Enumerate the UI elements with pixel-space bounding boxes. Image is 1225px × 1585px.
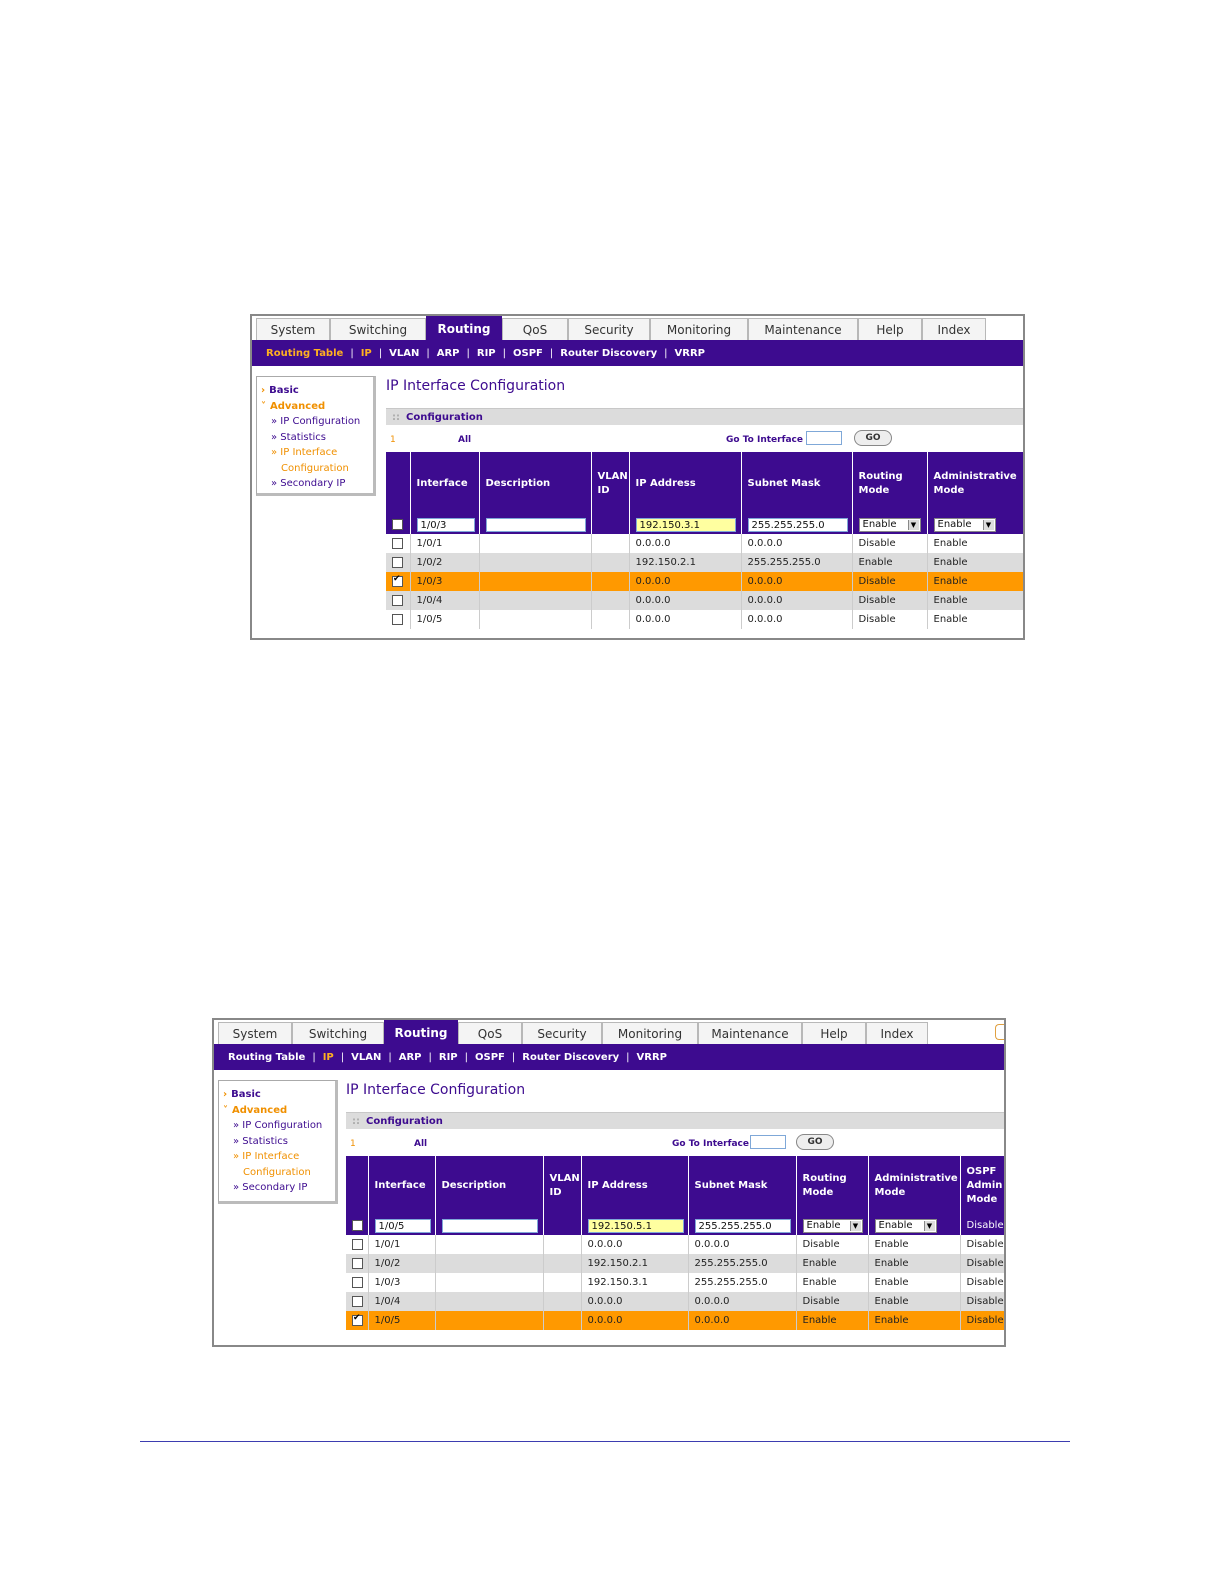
column-header-vlan-id: VLAN ID	[543, 1156, 581, 1216]
cell-description	[479, 572, 591, 591]
chevron-down-icon: ▼	[908, 520, 919, 530]
cell-routing: Enable	[852, 553, 927, 572]
cell-ospf: Disable	[960, 1235, 1006, 1254]
cell-interface: 1/0/2	[368, 1254, 435, 1273]
cell-admin: Enable	[927, 572, 1025, 591]
cell-routing: Disable	[796, 1292, 868, 1311]
main-tab-bar	[252, 316, 1023, 340]
subnav-ospf[interactable]: OSPF	[475, 1051, 505, 1063]
select-column-header	[346, 1156, 368, 1216]
row-checkbox[interactable]	[352, 1258, 363, 1269]
column-header-description: Description	[435, 1156, 543, 1216]
sidebar-item-ip-interface[interactable]: » IP Interface	[271, 447, 338, 458]
page-number[interactable]: 1	[350, 1139, 356, 1149]
admin-mode-select[interactable]: Enable ▼	[875, 1219, 937, 1233]
cell-admin: Enable	[868, 1311, 960, 1330]
cell-mask: 0.0.0.0	[741, 572, 852, 591]
table-row[interactable]	[346, 1292, 1006, 1311]
tab-switching[interactable]: Switching	[330, 318, 426, 340]
routing-mode-select[interactable]: Enable ▼	[859, 518, 921, 532]
goto-interface-input[interactable]	[806, 431, 842, 445]
table-row[interactable]	[346, 1254, 1006, 1273]
description-field[interactable]	[442, 1219, 538, 1233]
cell-admin: Enable	[927, 534, 1025, 553]
interface-field[interactable]: 1/0/5	[375, 1219, 431, 1233]
subnav-rip[interactable]: RIP	[438, 1051, 458, 1063]
tab-maintenance[interactable]: Maintenance	[698, 1022, 802, 1044]
table-row[interactable]	[386, 610, 1025, 629]
chevron-down-icon: ▼	[924, 1221, 935, 1231]
page-footer-divider	[140, 1441, 1070, 1442]
table-row-selected[interactable]	[386, 572, 1025, 591]
column-header-routing-mode: Routing Mode	[796, 1156, 868, 1216]
cell-admin: Enable	[868, 1292, 960, 1311]
column-header-ip-address: IP Address	[629, 452, 741, 515]
cell-routing: Disable	[852, 572, 927, 591]
cell-mask: 0.0.0.0	[688, 1311, 796, 1330]
cell-ip: 0.0.0.0	[581, 1292, 688, 1311]
ip-address-field[interactable]: 192.150.5.1	[588, 1219, 684, 1233]
row-checkbox[interactable]	[392, 614, 403, 625]
ip-interface-table	[346, 1156, 1006, 1330]
cell-ospf: Disable	[960, 1216, 1006, 1235]
cell-ospf: Disable	[960, 1311, 1006, 1330]
sidebar	[256, 376, 376, 496]
cell-ip: 0.0.0.0	[629, 591, 741, 610]
cell-interface: 1/0/1	[410, 534, 479, 553]
cell-description	[479, 610, 591, 629]
subnav-vlan[interactable]: VLAN	[389, 347, 420, 359]
cell-vlan	[543, 1254, 581, 1273]
column-header-administrative-mode: Administrative Mode	[927, 452, 1025, 515]
screenshot-bottom	[212, 1018, 1006, 1347]
chevron-down-icon: ˅	[223, 1104, 228, 1116]
cell-interface: 1/0/4	[410, 591, 479, 610]
sidebar-item-statistics[interactable]: » Statistics	[233, 1135, 289, 1147]
table-row[interactable]	[346, 1235, 1006, 1254]
cell-admin: Enable	[868, 1235, 960, 1254]
interface-field[interactable]: 1/0/3	[417, 518, 475, 532]
subnav-ip[interactable]: IP	[360, 347, 372, 359]
table-row[interactable]	[346, 1273, 1006, 1292]
tab-system[interactable]: System	[256, 318, 330, 340]
column-header-ip-address: IP Address	[581, 1156, 688, 1216]
cell-ip: 0.0.0.0	[629, 534, 741, 553]
cell-routing: Enable	[796, 1311, 868, 1330]
go-button[interactable]: GO	[796, 1134, 834, 1150]
cell-vlan	[591, 610, 629, 629]
sidebar	[218, 1080, 338, 1204]
cell-vlan	[543, 1311, 581, 1330]
admin-mode-select[interactable]: Enable ▼	[934, 518, 996, 532]
cell-interface: 1/0/1	[368, 1235, 435, 1254]
cell-ip: 192.150.3.1	[581, 1273, 688, 1292]
cell-vlan	[591, 591, 629, 610]
cell-description	[479, 591, 591, 610]
cell-vlan	[543, 1292, 581, 1311]
go-button[interactable]: GO	[854, 430, 892, 446]
cell-routing: Disable	[852, 534, 927, 553]
cell-vlan	[591, 553, 629, 572]
cell-routing: Enable	[796, 1254, 868, 1273]
description-field[interactable]	[486, 518, 586, 532]
main-tab-bar	[214, 1020, 1004, 1044]
logout-icon[interactable]	[995, 1024, 1004, 1040]
subnet-mask-field[interactable]: 255.255.255.0	[748, 518, 848, 532]
subnav-routing-table[interactable]: Routing Table	[228, 1051, 306, 1063]
cell-ip: 192.150.2.1	[629, 553, 741, 572]
subnav-arp[interactable]: ARP	[398, 1051, 422, 1063]
cell-mask: 0.0.0.0	[688, 1292, 796, 1311]
goto-interface-label: Go To Interface	[672, 1139, 749, 1149]
column-header-subnet-mask: Subnet Mask	[741, 452, 852, 515]
sidebar-basic[interactable]: › Basic	[223, 1089, 261, 1100]
select-column-header	[386, 452, 410, 515]
tab-help[interactable]: Help	[802, 1022, 866, 1044]
cell-mask: 255.255.255.0	[741, 553, 852, 572]
screenshot-top	[250, 314, 1025, 640]
cell-vlan	[543, 1235, 581, 1254]
goto-interface-input[interactable]	[750, 1135, 786, 1149]
table-toolbar	[386, 428, 1025, 452]
tab-qos[interactable]: QoS	[458, 1022, 522, 1044]
table-row[interactable]	[386, 534, 1025, 553]
subnet-mask-field[interactable]: 255.255.255.0	[695, 1219, 791, 1233]
cell-ip: 0.0.0.0	[581, 1235, 688, 1254]
cell-mask: 255.255.255.0	[688, 1273, 796, 1292]
cell-interface: 1/0/3	[410, 572, 479, 591]
tab-monitoring[interactable]: Monitoring	[602, 1022, 698, 1044]
sidebar-item-secondary-ip[interactable]: » Secondary IP	[271, 478, 346, 489]
column-header-subnet-mask: Subnet Mask	[688, 1156, 796, 1216]
subnav-rip[interactable]: RIP	[476, 347, 496, 359]
cell-interface: 1/0/3	[368, 1273, 435, 1292]
subnav-vrrp[interactable]: VRRP	[636, 1051, 668, 1063]
edit-row	[346, 1216, 1006, 1235]
goto-interface-label: Go To Interface	[726, 435, 803, 445]
page-title: IP Interface Configuration	[346, 1082, 526, 1098]
row-checkbox[interactable]	[392, 595, 403, 606]
column-header-interface: Interface	[410, 452, 479, 515]
cell-interface: 1/0/5	[410, 610, 479, 629]
row-checkbox[interactable]	[352, 1277, 363, 1288]
chevron-down-icon: ˅	[261, 400, 266, 412]
cell-description	[479, 534, 591, 553]
cell-ospf: Disable	[960, 1273, 1006, 1292]
subnav-arp[interactable]: ARP	[436, 347, 460, 359]
sidebar-advanced[interactable]: ˅ Advanced	[261, 400, 326, 412]
cell-description	[479, 553, 591, 572]
cell-admin: Enable	[927, 591, 1025, 610]
tab-security[interactable]: Security	[522, 1022, 602, 1044]
column-header-administrative-mode: Administrative Mode	[868, 1156, 960, 1216]
cell-description	[435, 1254, 543, 1273]
cell-interface: 1/0/5	[368, 1311, 435, 1330]
row-checkbox[interactable]	[352, 1239, 363, 1250]
tab-switching[interactable]: Switching	[292, 1022, 384, 1044]
cell-ospf: Disable	[960, 1254, 1006, 1273]
row-checkbox-checked[interactable]	[352, 1315, 363, 1326]
cell-ospf: Disable	[960, 1292, 1006, 1311]
cell-routing: Disable	[796, 1235, 868, 1254]
sidebar-item-ip-configuration[interactable]: » IP Configuration	[233, 1120, 323, 1131]
edit-row	[386, 515, 1025, 534]
table-row-selected[interactable]	[346, 1311, 1006, 1330]
tab-security[interactable]: Security	[568, 318, 650, 340]
cell-vlan	[543, 1273, 581, 1292]
cell-ip: 0.0.0.0	[581, 1311, 688, 1330]
cell-ip: 0.0.0.0	[629, 572, 741, 591]
cell-admin: Enable	[927, 610, 1025, 629]
routing-subnav: Routing Table | IP | VLAN | ARP | RIP | OSPF | Router Discovery | VRRP	[214, 1044, 1004, 1070]
column-header-description: Description	[479, 452, 591, 515]
section-header: :: Configuration	[346, 1112, 1006, 1129]
cell-interface: 1/0/4	[368, 1292, 435, 1311]
cell-mask: 0.0.0.0	[741, 534, 852, 553]
subnav-vrrp[interactable]: VRRP	[674, 347, 706, 359]
tab-maintenance[interactable]: Maintenance	[748, 318, 858, 340]
table-row[interactable]	[386, 553, 1025, 572]
ip-address-field[interactable]: 192.150.3.1	[636, 518, 736, 532]
tab-qos[interactable]: QoS	[502, 318, 568, 340]
tab-index[interactable]: Index	[866, 1022, 928, 1044]
subnav-ospf[interactable]: OSPF	[513, 347, 543, 359]
section-header: :: Configuration	[386, 408, 1025, 425]
row-checkbox-checked[interactable]	[392, 576, 403, 587]
subnav-vlan[interactable]: VLAN	[351, 1051, 382, 1063]
row-checkbox[interactable]	[392, 538, 403, 549]
edit-row-checkbox[interactable]	[392, 519, 403, 530]
cell-mask: 255.255.255.0	[688, 1254, 796, 1273]
row-checkbox[interactable]	[392, 557, 403, 568]
tab-routing[interactable]: Routing	[384, 1020, 458, 1044]
subnav-ip[interactable]: IP	[322, 1051, 334, 1063]
show-all-link[interactable]: All	[414, 1139, 428, 1149]
tab-index[interactable]: Index	[922, 318, 986, 340]
cell-ip: 0.0.0.0	[629, 610, 741, 629]
page-title: IP Interface Configuration	[386, 378, 566, 394]
chevron-down-icon: ▼	[983, 520, 994, 530]
column-header-interface: Interface	[368, 1156, 435, 1216]
subnav-routing-table[interactable]: Routing Table	[266, 347, 344, 359]
sidebar-advanced[interactable]: ˅ Advanced	[223, 1104, 288, 1116]
ip-interface-table	[386, 452, 1025, 629]
sidebar-item-statistics[interactable]: » Statistics	[271, 431, 327, 443]
cell-description	[435, 1273, 543, 1292]
tab-system[interactable]: System	[218, 1022, 292, 1044]
table-row[interactable]	[386, 591, 1025, 610]
cell-admin: Enable	[868, 1254, 960, 1273]
cell-mask: 0.0.0.0	[741, 610, 852, 629]
tab-help[interactable]: Help	[858, 318, 922, 340]
tab-monitoring[interactable]: Monitoring	[650, 318, 748, 340]
sidebar-item-ip-interface-configuration[interactable]: Configuration	[281, 462, 349, 474]
cell-mask: 0.0.0.0	[741, 591, 852, 610]
sidebar-item-ip-configuration[interactable]: » IP Configuration	[271, 416, 361, 427]
show-all-link[interactable]: All	[458, 435, 472, 445]
column-header-ospf-admin-mode: OSPF Admin Mode	[960, 1156, 1006, 1216]
subnav-router-discovery[interactable]: Router Discovery	[522, 1051, 620, 1063]
edit-row-checkbox[interactable]	[352, 1220, 363, 1231]
cell-description	[435, 1311, 543, 1330]
cell-vlan	[591, 572, 629, 591]
sidebar-item-ip-interface-configuration[interactable]: Configuration	[243, 1166, 311, 1178]
cell-description	[435, 1292, 543, 1311]
cell-vlan	[591, 534, 629, 553]
chevron-right-icon: ›	[261, 385, 266, 396]
subnav-router-discovery[interactable]: Router Discovery	[560, 347, 658, 359]
row-checkbox[interactable]	[352, 1296, 363, 1307]
cell-interface: 1/0/2	[410, 553, 479, 572]
cell-routing: Disable	[852, 591, 927, 610]
tab-routing[interactable]: Routing	[426, 316, 502, 340]
page-number[interactable]: 1	[390, 435, 396, 445]
sidebar-item-secondary-ip[interactable]: » Secondary IP	[233, 1182, 308, 1193]
sidebar-basic[interactable]: › Basic	[261, 385, 299, 396]
sidebar-item-ip-interface[interactable]: » IP Interface	[233, 1151, 300, 1162]
column-header-routing-mode: Routing Mode	[852, 452, 927, 515]
column-header-vlan-id: VLAN ID	[591, 452, 629, 515]
table-toolbar	[346, 1132, 1006, 1156]
cell-routing: Disable	[852, 610, 927, 629]
cell-description	[435, 1235, 543, 1254]
cell-admin: Enable	[868, 1273, 960, 1292]
chevron-down-icon: ▼	[850, 1221, 861, 1231]
cell-routing: Enable	[796, 1273, 868, 1292]
cell-mask: 0.0.0.0	[688, 1235, 796, 1254]
chevron-right-icon: ›	[223, 1089, 228, 1100]
routing-mode-select[interactable]: Enable ▼	[803, 1219, 863, 1233]
cell-ip: 192.150.2.1	[581, 1254, 688, 1273]
routing-subnav: Routing Table | IP | VLAN | ARP | RIP | OSPF | Router Discovery | VRRP	[252, 340, 1023, 366]
cell-admin: Enable	[927, 553, 1025, 572]
